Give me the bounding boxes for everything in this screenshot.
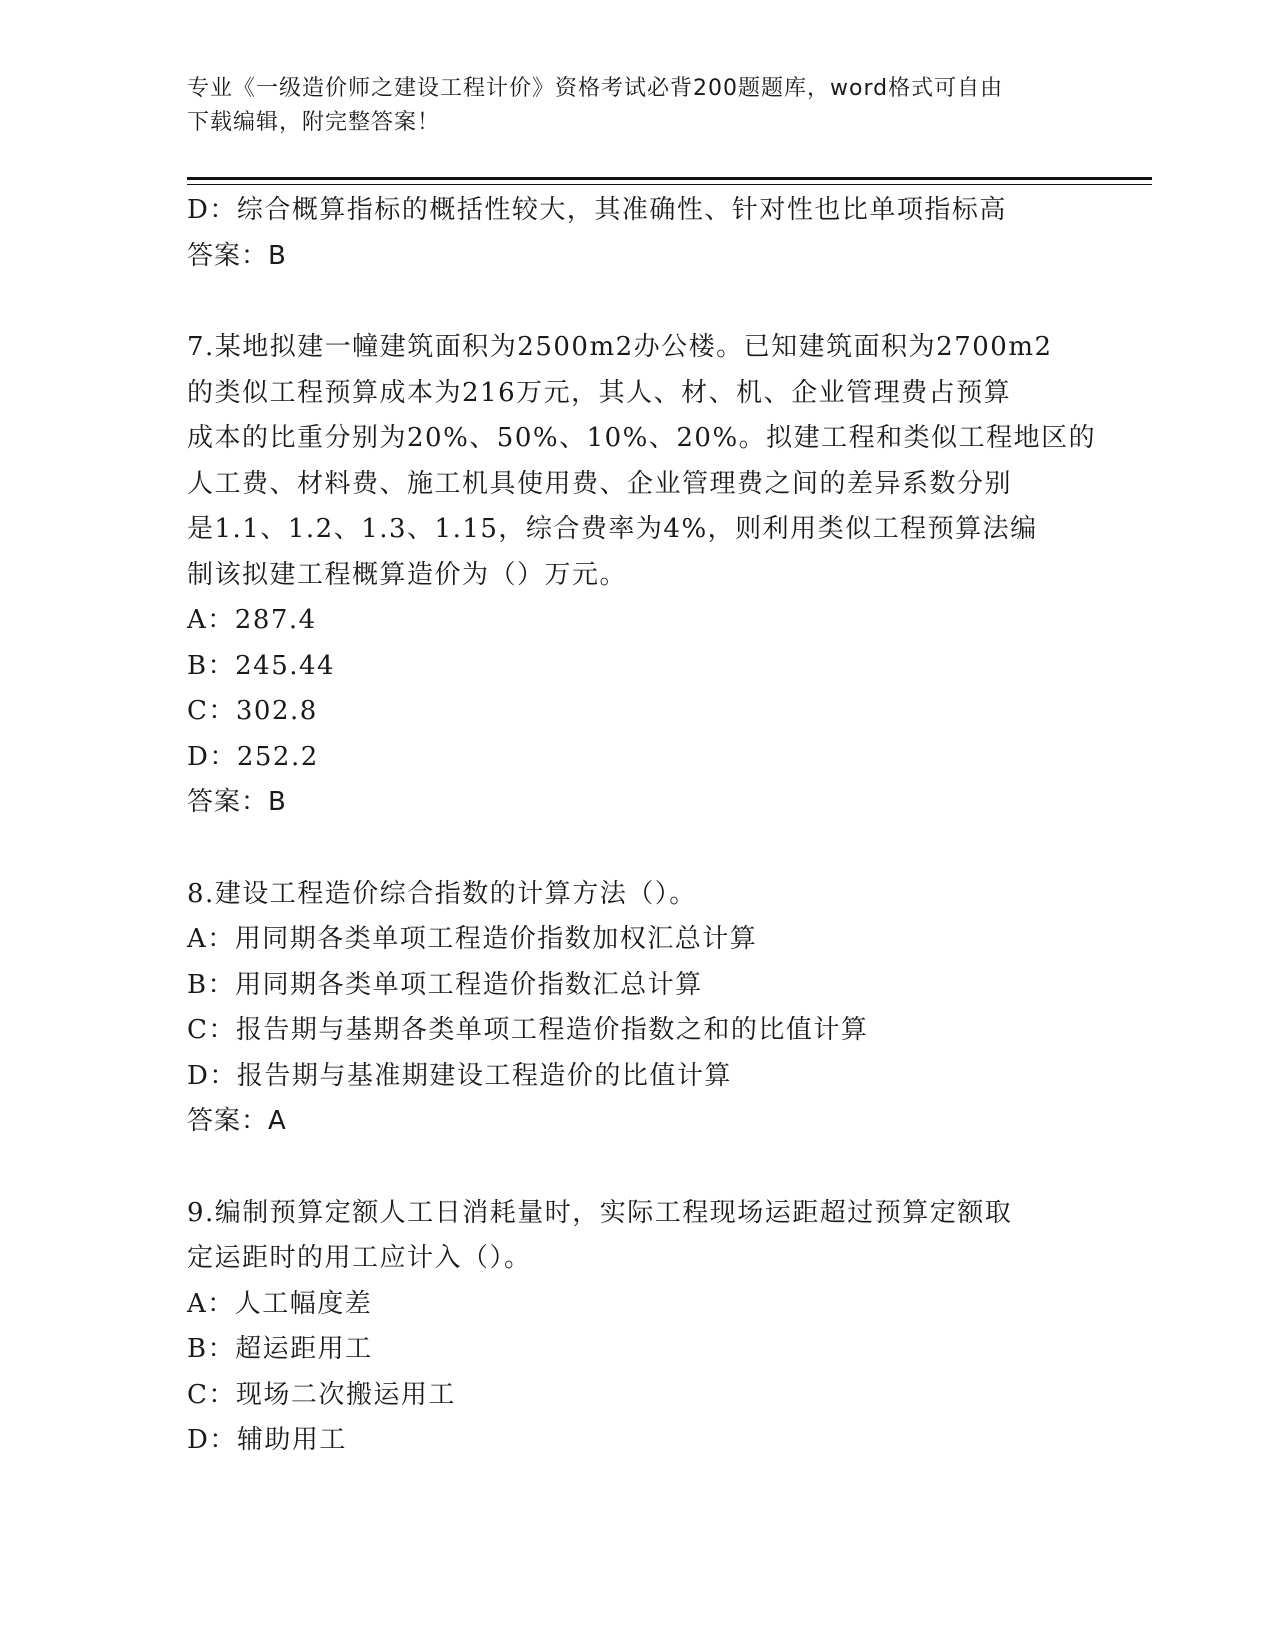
answer-line: 答案：A: [187, 1106, 287, 1136]
question-text-line: 9.编制预算定额人工日消耗量时，实际工程现场运距超过预算定额取: [187, 1197, 1013, 1228]
header-divider-thin: [187, 184, 1152, 185]
answer-line: 答案：B: [187, 787, 287, 817]
question-text-line: 的类似工程预算成本为216万元，其人、材、机、企业管理费占预算: [187, 377, 1012, 408]
previous-question-tail: [187, 188, 1067, 279]
question-8: [187, 872, 1067, 1145]
option-a: A：287.4: [187, 605, 317, 635]
option-d: D：综合概算指标的概括性较大，其准确性、针对性也比单项指标高: [187, 195, 1007, 225]
option-b: B：245.44: [187, 650, 336, 681]
spacer: [187, 1145, 1067, 1191]
option-b: B：超运距用工: [187, 1334, 373, 1364]
page-header: [187, 72, 1067, 140]
header-divider-thick: [187, 177, 1152, 180]
question-text-line: 定运距时的用工应计入（）。: [187, 1243, 532, 1273]
option-c: C：报告期与基期各类单项工程造价指数之和的比值计算: [187, 1015, 869, 1045]
document-body: [187, 188, 1097, 1464]
spacer: [187, 826, 1067, 872]
question-7: [187, 325, 1097, 826]
header-line-1: 专业《一级造价师之建设工程计价》资格考试必背200题题库，word格式可自由: [187, 76, 1004, 101]
question-text-line: 7.某地拟建一幢建筑面积为2500m2办公楼。已知建筑面积为2700m2: [187, 332, 1053, 362]
question-text-line: 8.建设工程造价综合指数的计算方法（）。: [187, 878, 697, 909]
question-text-line: 人工费、材料费、施工机具使用费、企业管理费之间的差异系数分别: [187, 468, 1013, 499]
question-text-line: 制该拟建工程概算造价为（）万元。: [187, 559, 628, 590]
question-text-line: 是1.1、1.2、1.3、1.15，综合费率为4%，则利用类似工程预算法编: [187, 514, 1038, 544]
answer-line: 答案：B: [187, 240, 287, 271]
option-b: B：用同期各类单项工程造价指数汇总计算: [187, 969, 703, 1000]
option-a: A：人工幅度差: [187, 1288, 373, 1319]
header-line-2: 下载编辑，附完整答案！: [187, 110, 441, 135]
option-d: D：报告期与基准期建设工程造价的比值计算: [187, 1060, 732, 1091]
option-c: C：现场二次搬运用工: [187, 1379, 456, 1410]
spacer: [187, 279, 1067, 325]
question-9: [187, 1191, 1067, 1464]
option-d: D：252.2: [187, 741, 319, 772]
question-text-line: 成本的比重分别为20%、50%、10%、20%。拟建工程和类似工程地区的: [187, 423, 1097, 453]
option-c: C：302.8: [187, 696, 318, 726]
option-d: D：辅助用工: [187, 1425, 347, 1455]
option-a: A：用同期各类单项工程造价指数加权汇总计算: [187, 924, 758, 954]
